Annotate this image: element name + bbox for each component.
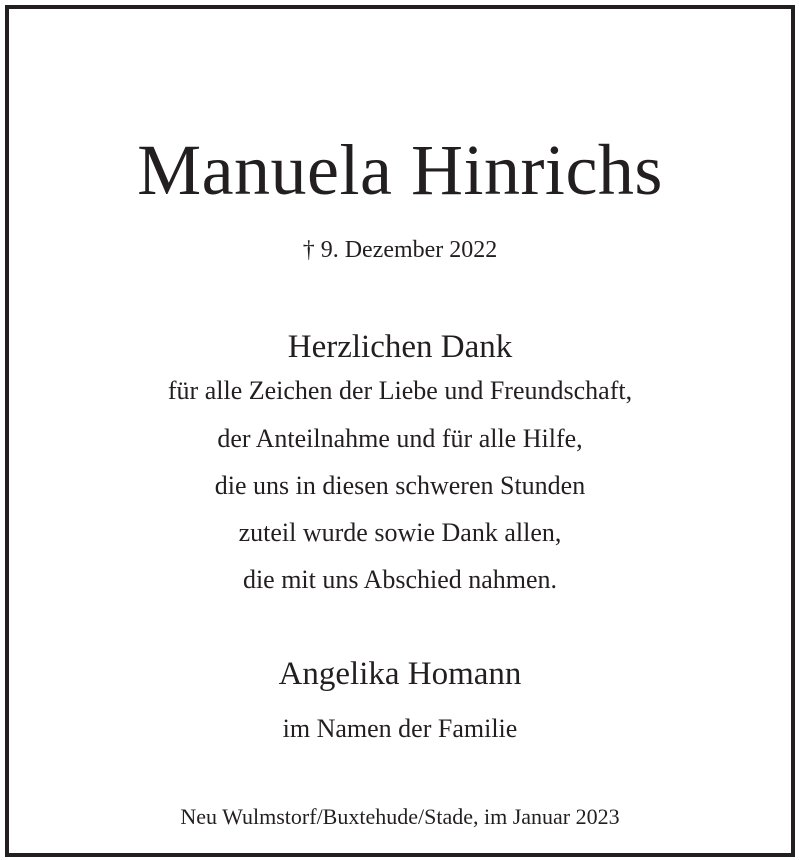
signer-name: Angelika Homann	[278, 656, 522, 692]
verse-line: der Anteilnahme und für alle Hilfe,	[217, 424, 583, 453]
notice-frame	[5, 5, 795, 857]
place-date-footer: Neu Wulmstorf/Buxtehude/Stade, im Januar 2023	[180, 804, 620, 829]
verse-line: die mit uns Abschied nahmen.	[242, 565, 558, 594]
verse-line: die uns in diesen schweren Stunden	[214, 471, 586, 500]
thanks-heading: Herzlichen Dank	[287, 329, 513, 365]
death-date: † 9. Dezember 2022	[302, 237, 498, 263]
verse-line: zuteil wurde sowie Dank allen,	[238, 518, 562, 547]
deceased-name: Manuela Hinrichs	[137, 130, 663, 210]
signer-note: im Namen der Familie	[282, 714, 518, 743]
verse-line: für alle Zeichen der Liebe und Freundschaft,	[167, 376, 633, 405]
